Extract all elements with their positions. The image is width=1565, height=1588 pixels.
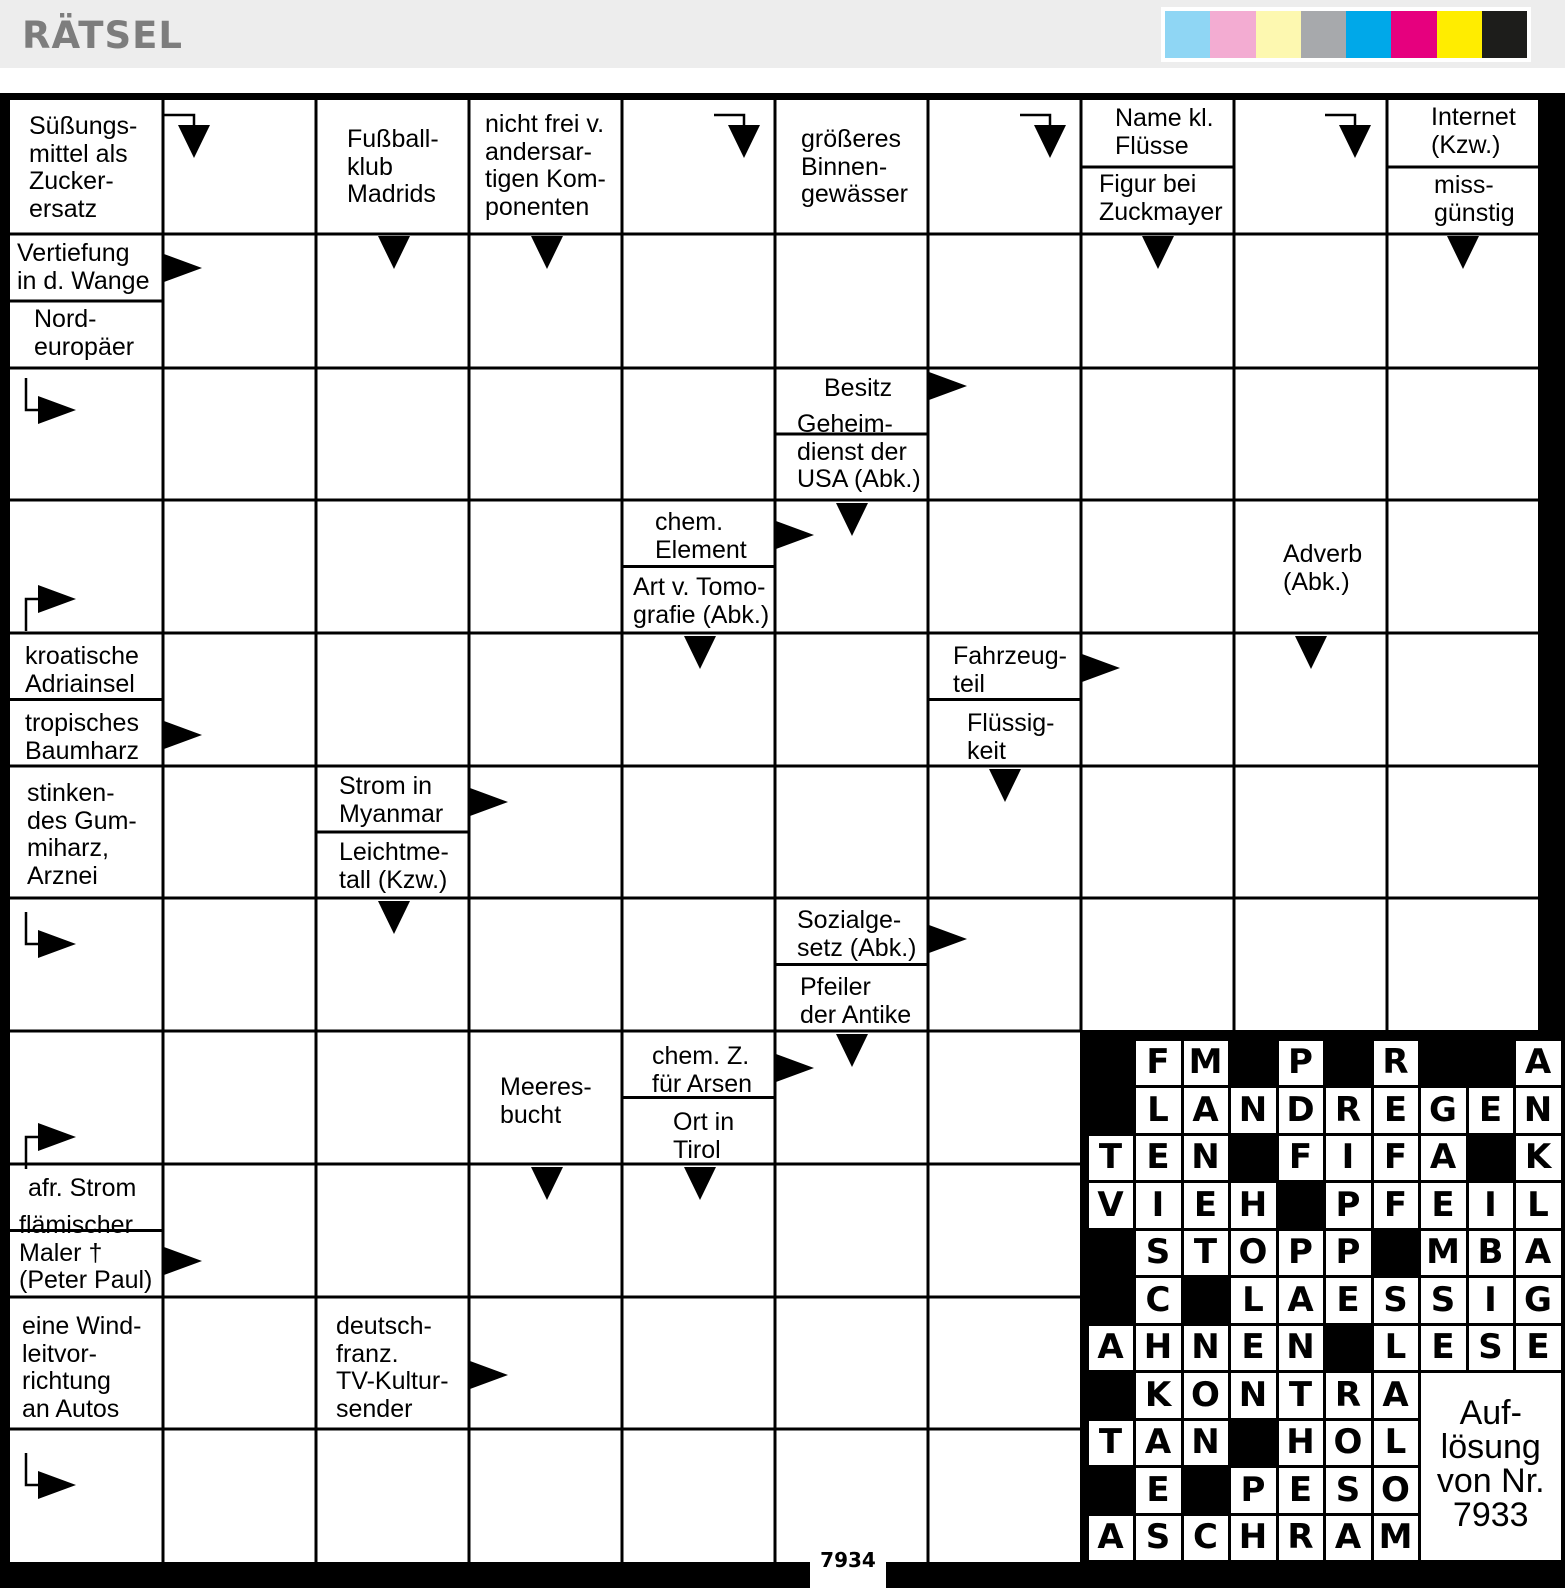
solution-letter: O (1238, 1232, 1268, 1272)
solution-letter: A (1097, 1517, 1124, 1557)
clue-text: Vertiefung in d. Wange (17, 239, 150, 295)
solution-letter: R (1334, 1089, 1362, 1130)
solution-letter: E (1146, 1137, 1170, 1177)
solution-letter: L (1384, 1422, 1407, 1462)
solution-letter: E (1431, 1327, 1455, 1367)
solution-letter: E (1146, 1469, 1170, 1510)
clue-text: Adverb (Abk.) (1283, 540, 1363, 596)
solution-letter: T (1288, 1374, 1313, 1415)
solution-letter: P (1240, 1469, 1266, 1510)
clue-text: Meeres- bucht (500, 1073, 592, 1129)
solution-letter: P (1335, 1232, 1361, 1272)
solution-letter: S (1478, 1327, 1503, 1367)
clue-text: Sozialge- setz (Abk.) (797, 906, 917, 962)
solution-letter: N (1238, 1374, 1268, 1415)
solution-letter: K (1524, 1137, 1552, 1177)
solution-letter: A (1287, 1279, 1314, 1320)
solution-letter: T (1098, 1137, 1123, 1177)
clue-text: chem. Z. für Arsen (652, 1042, 753, 1098)
solution-letter: R (1382, 1042, 1409, 1082)
solution-letter: M (1188, 1042, 1223, 1082)
clue-text: stinken- des Gum- miharz, Arznei (27, 779, 137, 890)
solution-letter: T (1193, 1232, 1218, 1272)
solution-letter: A (1097, 1327, 1124, 1367)
solution-letter: E (1336, 1279, 1360, 1320)
solution-letter: F (1146, 1042, 1170, 1082)
solution-letter: H (1238, 1517, 1268, 1557)
solution-letter: C (1145, 1279, 1171, 1320)
clue-text: Leichtme- tall (Kzw.) (339, 838, 449, 894)
clue-text: eine Wind- leitvor- richtung an Autos (22, 1312, 142, 1423)
clue-text: miss- günstig (1434, 171, 1515, 227)
clue-text: nicht frei v. andersar- tigen Kom- ponenten (485, 110, 606, 221)
solution-letter: N (1286, 1327, 1315, 1367)
clue-text: kroatische Adriainsel (25, 642, 139, 698)
solution-letter: I (1484, 1279, 1497, 1320)
puzzle-number: 7934 (810, 1545, 886, 1588)
solution-letter: I (1151, 1184, 1165, 1225)
clue-text: flämischer Maler † (Peter Paul) (19, 1211, 153, 1294)
clue-text: Geheim- dienst der USA (Abk.) (797, 410, 921, 493)
solution-letter: F (1383, 1184, 1408, 1225)
clue-text: Internet (Kzw.) (1431, 103, 1516, 159)
page-title: RÄTSEL (22, 14, 183, 57)
solution-letter: I (1341, 1137, 1355, 1177)
solution-letter: M (1378, 1517, 1413, 1557)
clue-text: Flüssig- keit (967, 709, 1055, 765)
clue-text: Nord- europäer (34, 305, 135, 361)
clue-text: Art v. Tomo- grafie (Abk.) (633, 573, 770, 629)
solution-letter: N (1191, 1137, 1220, 1177)
solution-letter: A (1524, 1232, 1552, 1272)
clue-text: Süßungs- mittel als Zucker- ersatz (29, 112, 138, 223)
solution-letter: E (1526, 1327, 1550, 1367)
solution-letter: A (1144, 1422, 1172, 1462)
solution-letter: P (1335, 1184, 1361, 1225)
solution-letter: H (1238, 1184, 1268, 1225)
solution-letter: R (1287, 1517, 1314, 1557)
solution-letter: E (1478, 1089, 1503, 1130)
solution-letter: O (1333, 1422, 1363, 1462)
solution-letter: M (1426, 1232, 1460, 1272)
solution-letter: L (1242, 1279, 1264, 1320)
solution-letter: G (1429, 1089, 1457, 1130)
solution-letter: V (1097, 1184, 1124, 1225)
solution-letter: E (1288, 1469, 1313, 1510)
clue-text: Besitz (824, 374, 893, 402)
solution-letter: N (1523, 1089, 1553, 1130)
solution-letter: E (1383, 1089, 1408, 1130)
solution-letter: A (1524, 1042, 1552, 1082)
solution-letter: P (1288, 1232, 1313, 1272)
clue-text: Fahrzeug- teil (953, 642, 1067, 698)
clue-text: Ort in Tirol (673, 1108, 735, 1164)
solution-letter: K (1144, 1374, 1172, 1415)
clue-text: Name kl. Flüsse (1115, 104, 1214, 160)
solution-letter: A (1429, 1137, 1457, 1177)
solution-letter: O (1191, 1374, 1220, 1415)
clue-text: tropisches Baumharz (25, 709, 139, 765)
solution-letter: F (1288, 1137, 1313, 1177)
solution-letter: N (1238, 1089, 1268, 1130)
solution-letter: S (1383, 1279, 1408, 1320)
solution-letter: N (1191, 1422, 1220, 1462)
solution-letter: T (1098, 1422, 1123, 1462)
solution-letter: H (1286, 1422, 1315, 1462)
solution-letter: A (1192, 1089, 1219, 1130)
solution-letter: A (1382, 1374, 1409, 1415)
solution-letter: L (1147, 1089, 1169, 1130)
solution-letter: L (1527, 1184, 1549, 1225)
clue-text: Pfeiler der Antike (800, 973, 912, 1029)
solution-letter: E (1193, 1184, 1218, 1225)
clue-text: Fußball- klub Madrids (347, 125, 439, 208)
solution-letter: C (1193, 1517, 1218, 1557)
clue-text: Strom in Myanmar (339, 772, 444, 828)
solution-letter: D (1286, 1089, 1315, 1130)
solution-letter: G (1524, 1279, 1552, 1320)
solution-letter: S (1430, 1279, 1456, 1320)
solution-letter: N (1191, 1327, 1220, 1367)
solution-letter: S (1145, 1232, 1171, 1272)
solution-letter: E (1431, 1184, 1455, 1225)
clue-text: deutsch- franz. TV-Kultur- sender (336, 1312, 449, 1423)
solution-letter: F (1383, 1137, 1408, 1177)
clue-text: Figur bei Zuckmayer (1099, 170, 1223, 226)
solution-letter: I (1484, 1184, 1497, 1225)
solution-caption: Auf- lösung von Nr. 7933 (1436, 1393, 1545, 1534)
solution-letter: R (1334, 1374, 1362, 1415)
solution-letter: S (1335, 1469, 1361, 1510)
solution-letter: B (1477, 1232, 1504, 1272)
solution-letter: O (1381, 1469, 1410, 1510)
solution-letter: A (1334, 1517, 1362, 1557)
clue-text: afr. Strom (28, 1174, 137, 1202)
clue-text: größeres Binnen- gewässer (801, 125, 908, 208)
solution-letter: S (1145, 1517, 1171, 1557)
clue-text: chem. Element (655, 508, 747, 564)
solution-letter: P (1288, 1042, 1313, 1082)
solution-letter: H (1143, 1327, 1173, 1367)
solution-letter: E (1241, 1327, 1265, 1367)
solution-letter: L (1384, 1327, 1407, 1367)
